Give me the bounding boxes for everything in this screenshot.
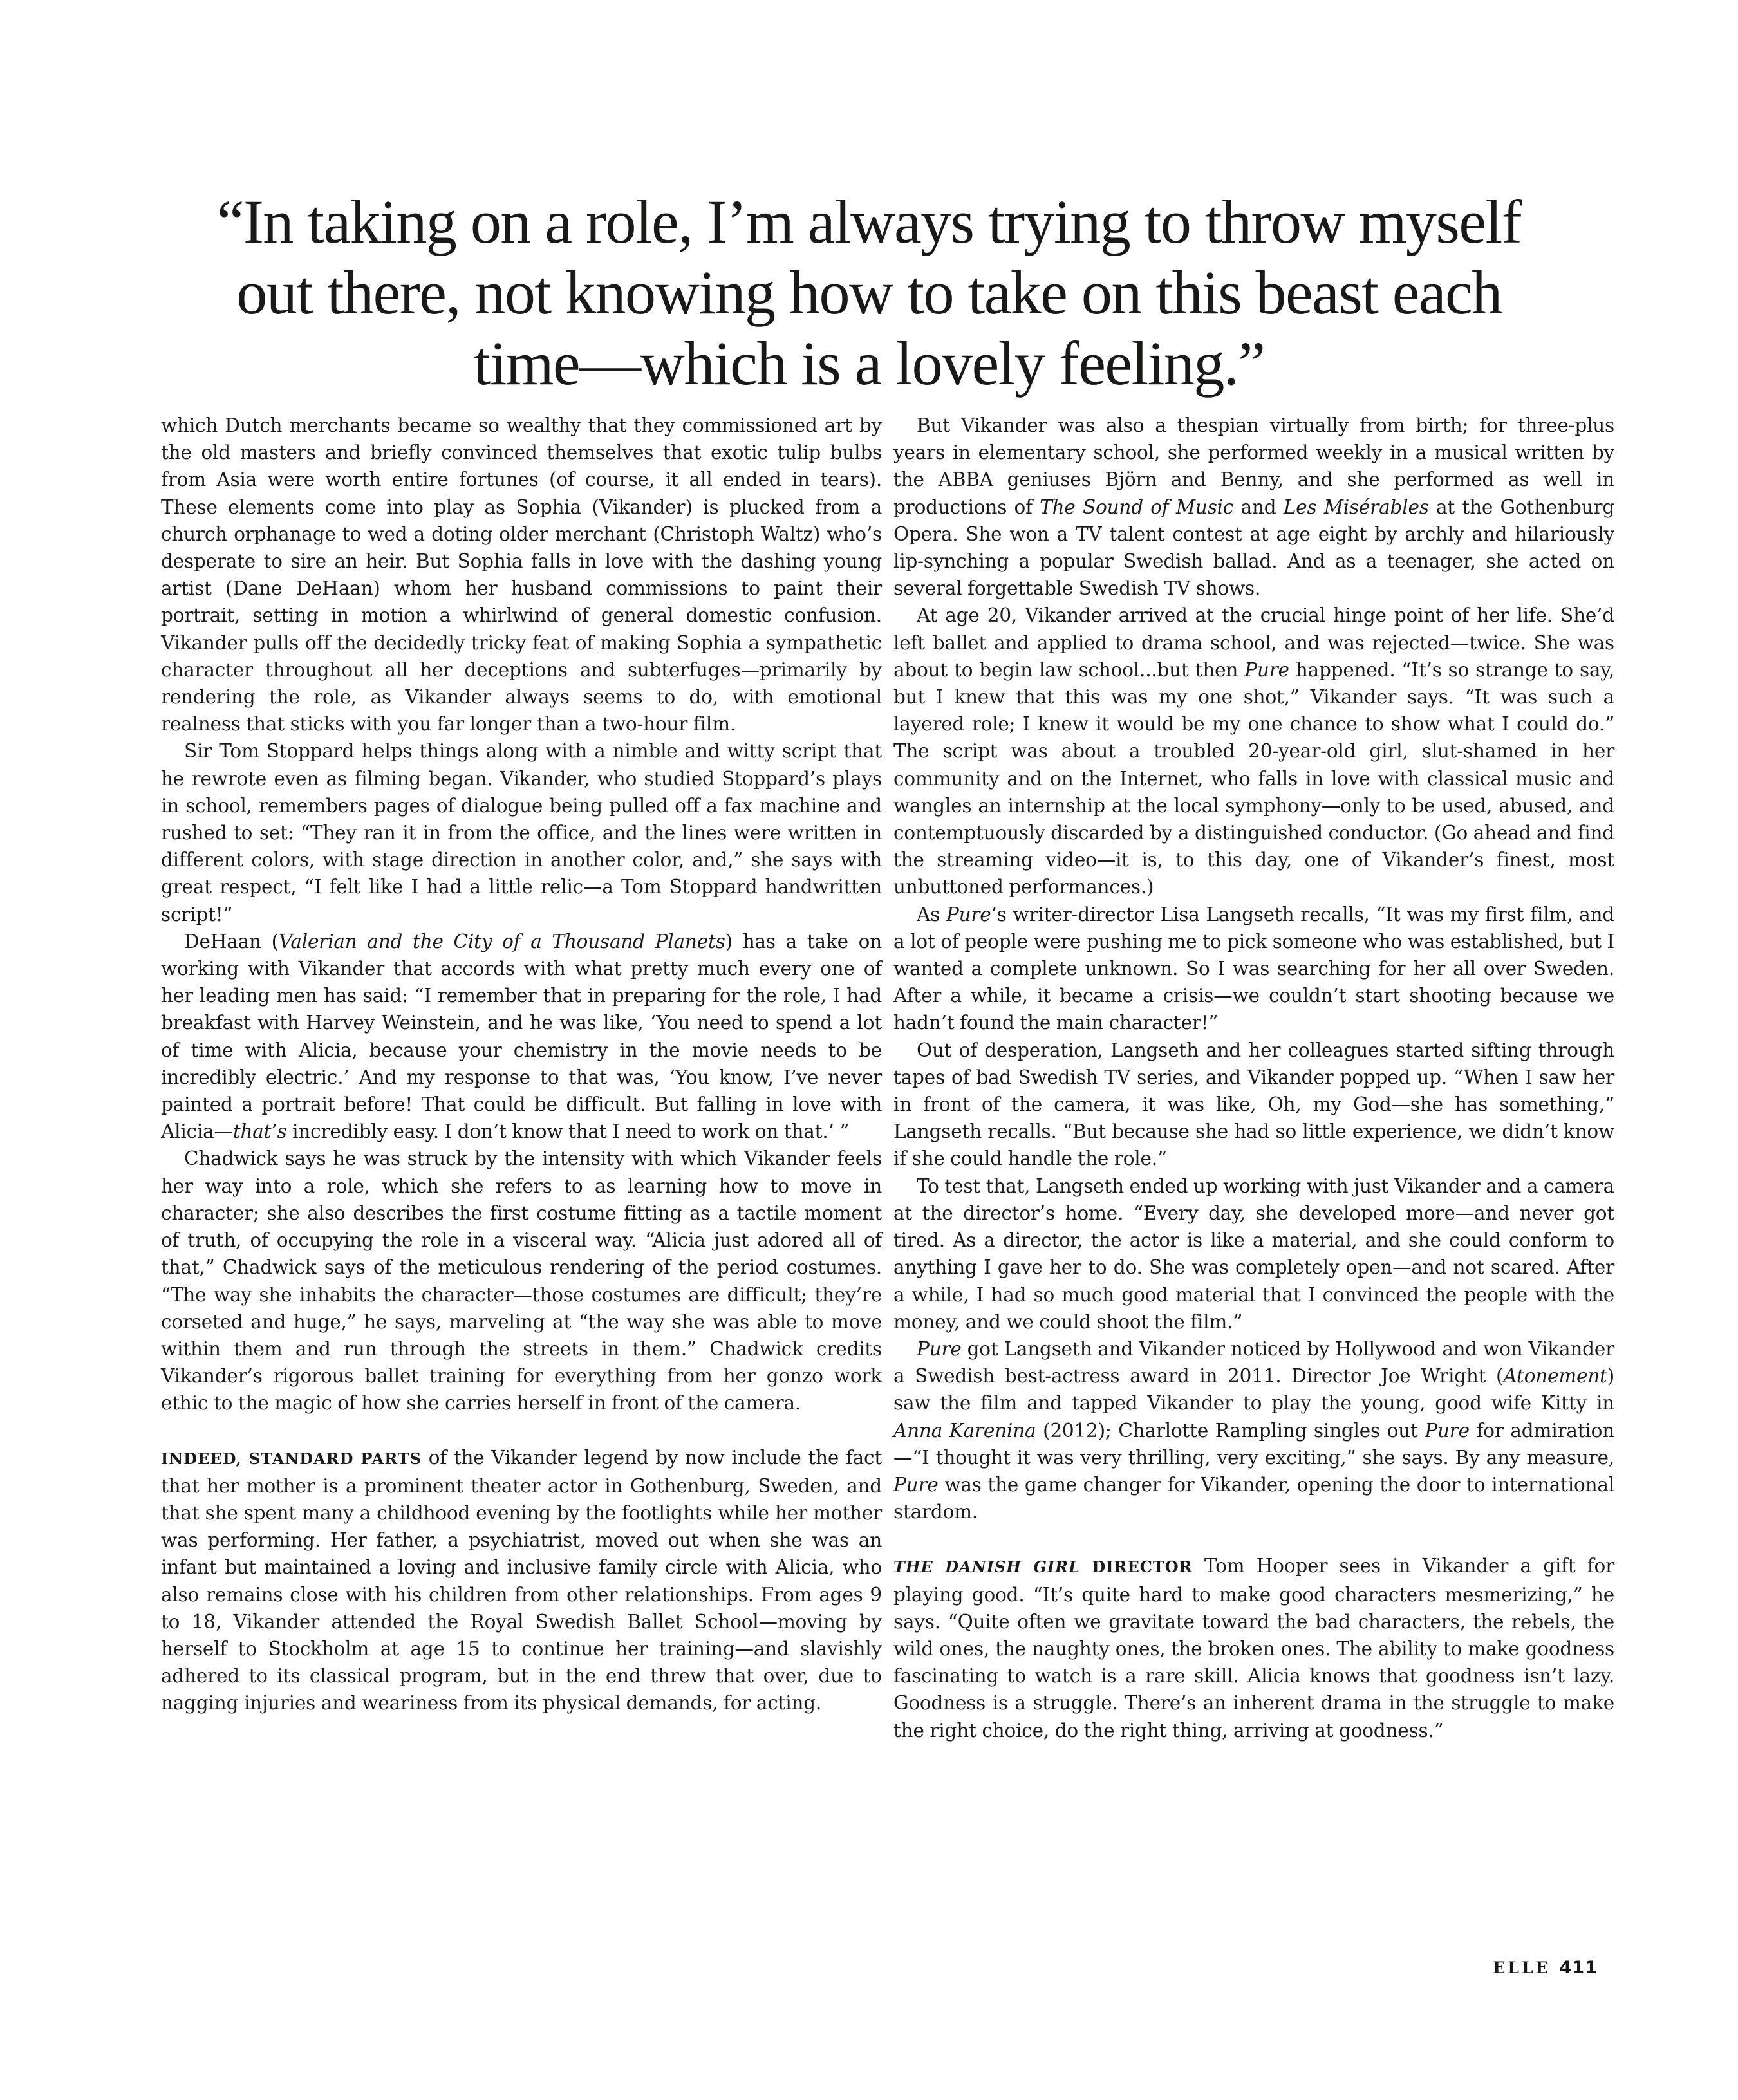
page-folio (1493, 1958, 1598, 1978)
text-run: ’s writer-director Lisa Langseth recalls, “It was my first film, and a lot of people were pushing me to pick someone who was established, but I wanted a complete unknown. So I was searching for her all over Sweden. After a while, it became a crisis—we couldn’t start shooting because we hadn’t found the main character!” (893, 903, 1614, 1034)
text-run: ) has a take on working with Vikander that accords with what pretty much every one of her leading men has said: “I remember that in preparing for the role, I had breakfast with Harvey Weinstein, and he was like, ‘You need to spend a lot of time with Alicia, because your chemistry in the movie needs to be incredibly electric.’ And my response to that was, ‘You know, I’ve never painted a portrait before! That could be difficult. But falling in love with Alicia— (161, 930, 883, 1143)
film-title: Pure (893, 1473, 939, 1496)
right-column (893, 412, 1614, 1744)
film-title: Pure (917, 1337, 962, 1360)
left-paragraph-2: Sir Tom Stoppard helps things along with a nimble and witty script that he rewrote even as filming began. Vikander, who studied Stoppard’s plays in school, remembers pages of dialogue being pulled off a fax machine and rushed to set: “They ran it in from the office, and the lines were written in different colors, with stage direction in another color, and,” she says with great respect, “I felt like I had a little relic—a Tom Stoppard handwritten script!” (161, 740, 882, 925)
text-run: But Vikander was also a thespian virtually from birth; for three-plus years in elementary school, she performed weekly in a musical written by the ABBA geniuses Björn and Benny, and she performed as well in productions of (893, 414, 1614, 518)
text-run: of the Vikander legend by now include the fact that her mother is a prominent theater actor in Gothenburg, Sweden, and that she spent many a childhood evening by the footlights while her mother was performing. Her father, a psychiatrist, moved out when she was an infant but maintained a loving and inclusive family circle with Alicia, who also remains close with his children from other relationships. From ages 9 to 18, Vikander attended the Royal Swedish Ballet School—moving by herself to Stockholm at age 15 to continue her training—and slavishly adhered to its classical program, but in the end threw that over, due to nagging injuries and weariness from its physical demands, for acting. (161, 1446, 883, 1714)
left-paragraph-4: Chadwick says he was struck by the intensity with which Vikander feels her way into a role, which she refers to as learning how to move in character; she also describes the first costume fitting as a tactile moment of truth, of occupying the role in a visceral way. “Alicia just adored all of that,” Chadwick says of the meticulous rendering of the period costumes. “The way she inhabits the character—those costumes are difficult; they’re corseted and huge,” he says, marveling at “the way she was able to move within them and run through the streets in them.” Chadwick credits Vikander’s rigorous ballet training for everything from her gonzo work ethic to the magic of how she carries herself in front of the camera. (161, 1148, 882, 1415)
text-run: At age 20, Vikander arrived at the crucial hinge point of her life. She’d left ballet and applied to drama school, and was rejected—twice. She was about to begin law school...but then (893, 604, 1614, 681)
text-run: for admiration—“I thought it was very thrilling, very exciting,” she says. By any measure, (893, 1419, 1615, 1469)
title-sound-of-music: The Sound of Music (1040, 496, 1234, 518)
film-title: Anna Karenina (893, 1419, 1036, 1442)
left-paragraph-5 (161, 1444, 882, 1717)
right-paragraph-5: To test that, Langseth ended up working with just Vikander and a camera at the director’s home. “Every day, she developed more—and never got tired. As a director, the actor is like a material, and she could conform to anything I gave her to do. She was completely open—and not scared. After a while, I had so much good material that I convinced the people with the money, and we could shoot the film.” (893, 1175, 1614, 1333)
text-run: was the game changer for Vikander, opening the door to international stardom. (893, 1473, 1614, 1523)
text-run: Tom Hooper sees in Vikander a gift for playing good. “It’s quite hard to make good characters mesmerizing,” he says. “Quite often we gravitate toward the bad characters, the rebels, the wild ones, the naughty ones, the broken ones. The ability to make goodness fascinating to watch is a rare skill. Alicia knows that goodness isn’t lazy. Goodness is a struggle. There’s an inherent drama in the struggle to make the right choice, do the right thing, arriving at goodness.” (893, 1555, 1614, 1742)
text-run: and (1233, 496, 1284, 518)
film-title: Pure (1425, 1419, 1470, 1442)
text-run: at the Gothenburg Opera. She won a TV talent contest at age eight by archly and hilariously lip-synching a popular Swedish ballad. And as a teenager, she acted on several forgettable Swedish TV shows. (893, 496, 1614, 600)
magazine-name: ELLE (1493, 1958, 1551, 1977)
right-paragraph-1 (893, 412, 1614, 602)
text-run: incredibly easy. I don’t know that I need to work on that.’ ” (286, 1120, 850, 1143)
film-title: Atonement (1503, 1365, 1607, 1388)
left-paragraph-1: which Dutch merchants became so wealthy that they commissioned art by the old masters and briefly convinced themselves that exotic tulip bulbs from Asia were worth entire fortunes (of course, it all ended in tears). These elements come into play as Sophia (Vikander) is plucked from a church orphanage to wed a doting older merchant (Christoph Waltz) who’s desperate to sire an heir. But Sophia falls in love with the dashing young artist (Dane DeHaan) whom her husband commissions to paint their portrait, setting in motion a whirlwind of general domestic confusion. Vikander pulls off the decidedly tricky feat of making Sophia a sympathetic character throughout all her deceptions and subterfuges—primarily by rendering the role, as Vikander always seems to do, with emotional realness that sticks with you far longer than a two-hour film. (161, 414, 882, 736)
text-run: ) saw the film and tapped Vikander to play the young, good wife Kitty in (893, 1365, 1614, 1415)
film-title: Pure (1244, 658, 1289, 681)
page-number: 411 (1559, 1958, 1598, 1978)
right-paragraph-6 (893, 1335, 1614, 1525)
film-title: Pure (946, 903, 991, 925)
emphasis: that’s (232, 1120, 287, 1143)
left-paragraph-3 (161, 928, 882, 1146)
section-lead-in-film: THE DANISH GIRL (893, 1557, 1080, 1577)
text-run: As (917, 903, 946, 925)
right-paragraph-4: Out of desperation, Langseth and her colleagues started sifting through tapes of bad Swedish TV series, and Vikander popped up. “When I saw her in front of the camera, it was like, Oh, my God—she has something,” Langseth recalls. “But because she had so little experience, we didn’t know if she could handle the role.” (893, 1039, 1614, 1170)
text-run: happened. “It’s so strange to say, but I knew that this was my one shot,” Vikander says. “It was such a layered role; I knew it would be my one chance to show what I could do.” The script was about a troubled 20-year-old girl, slut-shamed in her community and on the Internet, who falls in love with classical music and wangles an internship at the local symphony—only to be used, abused, and contemptuously discarded by a distinguished conductor. (Go ahead and find the streaming video—it is, to this day, one of Vikander’s finest, most unbuttoned performances.) (893, 658, 1615, 898)
right-paragraph-7 (893, 1552, 1614, 1743)
right-paragraph-2 (893, 602, 1614, 900)
film-title: Valerian and the City of a Thousand Planets (278, 930, 725, 952)
right-paragraph-3 (893, 901, 1614, 1037)
left-column (161, 412, 882, 1717)
section-lead-in: INDEED, STANDARD PARTS (161, 1449, 422, 1468)
text-run: DeHaan ( (184, 930, 279, 952)
section-lead-in: DIRECTOR (1079, 1557, 1193, 1577)
title-les-miserables: Les Misérables (1283, 496, 1429, 518)
text-run: got Langseth and Vikander noticed by Hollywood and won Vikander a Swedish best-actress award in 2011. Director Joe Wright ( (893, 1337, 1614, 1388)
text-run: (2012); Charlotte Rampling singles out (1036, 1419, 1425, 1442)
pull-quote: “In taking on a role, I’m always trying to throw myself out there, not knowing how to take on this beast each time—which is a lovely feeling.” (216, 187, 1522, 398)
